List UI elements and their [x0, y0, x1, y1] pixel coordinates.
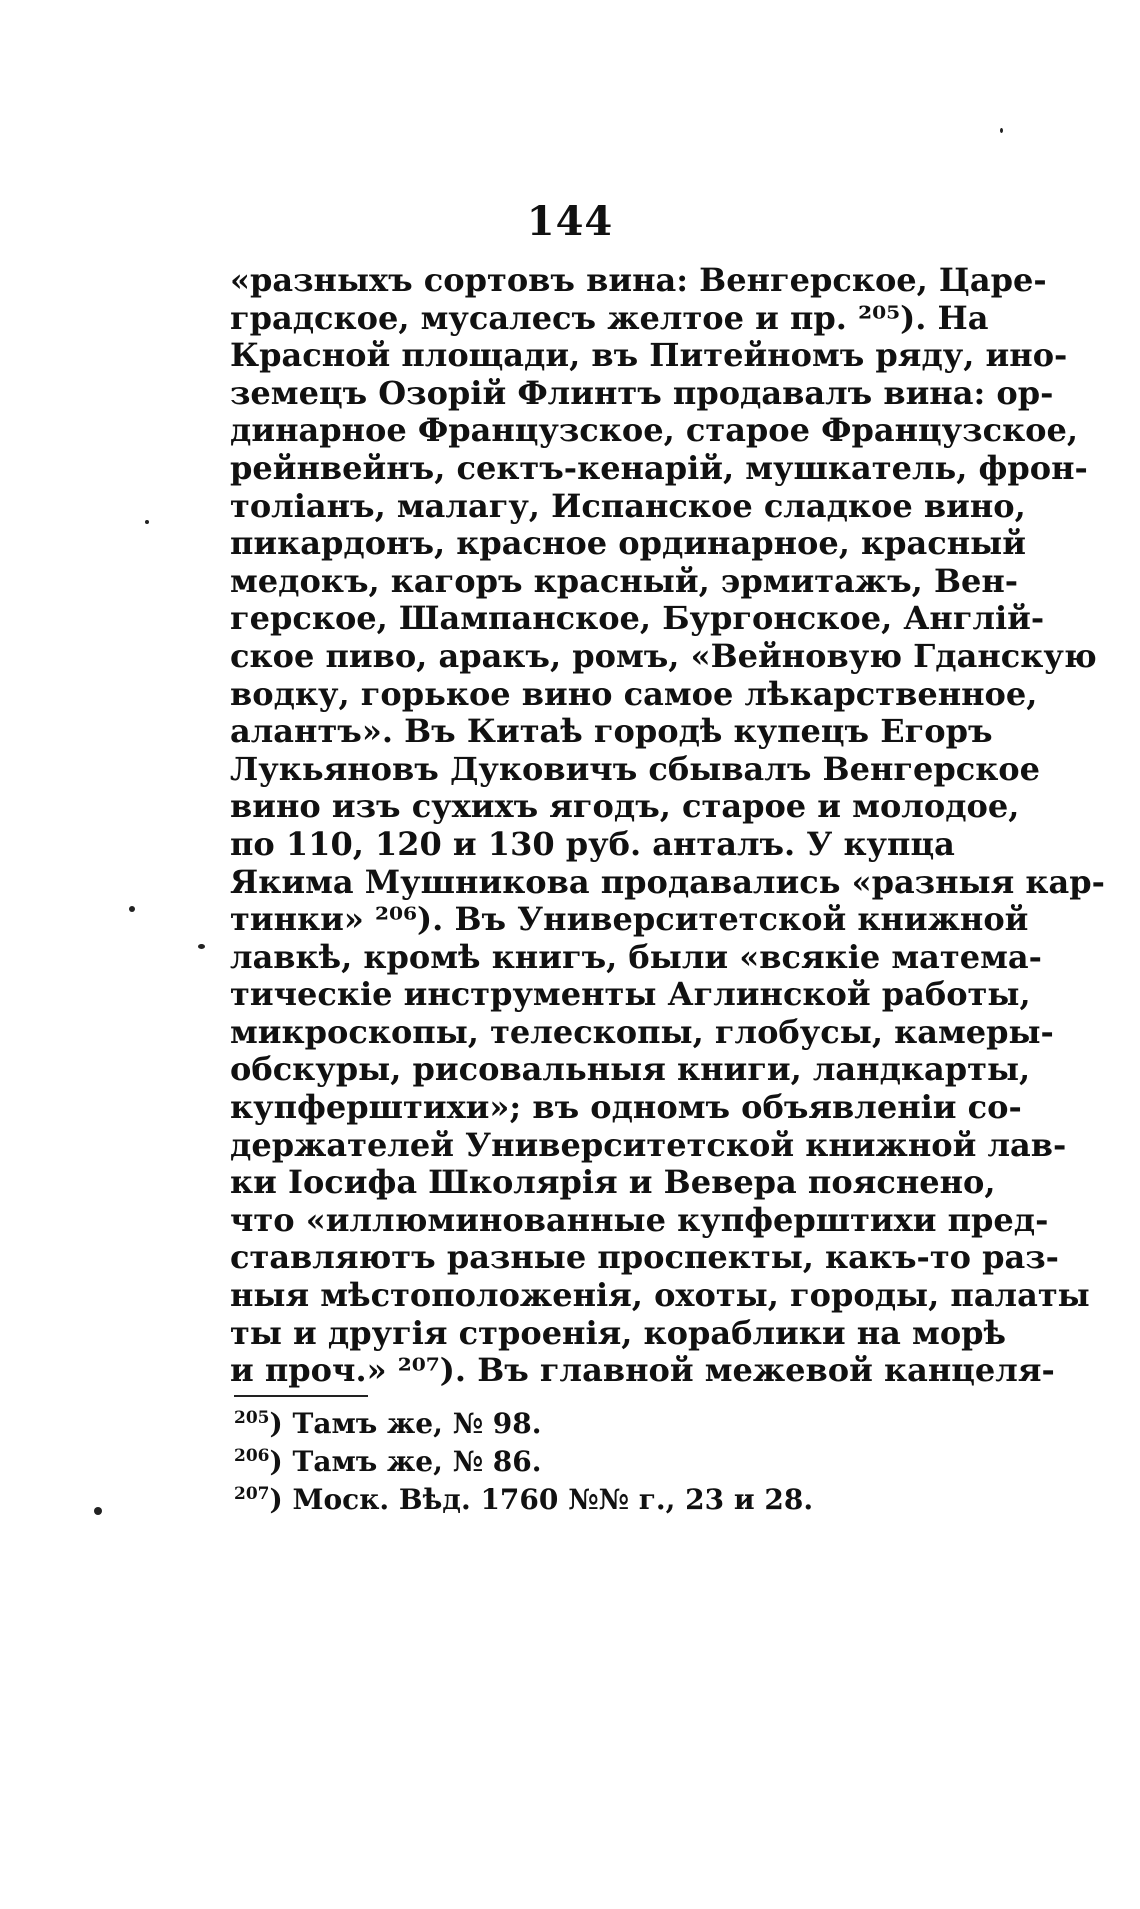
- text-line: и проч.» ²⁰⁷). Въ главной межевой канцеля-: [230, 1351, 1055, 1390]
- text-line: динарное Французское, старое Французское,: [230, 411, 1079, 450]
- text-line: рейнвейнъ, сектъ-кенарій, мушкатель, фрон-: [230, 448, 1088, 487]
- footnote-text: ) Тамъ же, № 98.: [269, 1407, 542, 1440]
- text-line: Красной площади, въ Питейномъ ряду, ино-: [230, 336, 1068, 375]
- text-line: ское пиво, аракъ, ромъ, «Вейновую Гданскую: [230, 636, 1097, 675]
- footnotes: [234, 1405, 934, 1519]
- text-line: Лукьяновъ Дуковичъ сбывалъ Венгерское: [230, 749, 1040, 788]
- footnote: [234, 1405, 934, 1443]
- text-line: ставляютъ разные проспекты, какъ-то раз-: [230, 1238, 1059, 1277]
- print-speck: [1000, 128, 1003, 133]
- text-line: ныя мѣстоположенія, охоты, городы, палаты: [230, 1276, 1090, 1315]
- text-line: держателей Университетской книжной лав-: [230, 1125, 1067, 1164]
- text-line: герское, Шампанское, Бургонское, Англій-: [230, 599, 1045, 638]
- text-line: купферштихи»; въ одномъ объявленіи со-: [230, 1088, 1022, 1127]
- footnote-text: ) Моск. Вѣд. 1760 №№ г., 23 и 28.: [269, 1483, 814, 1516]
- footnote-divider: [234, 1395, 368, 1397]
- text-line: пикардонъ, красное ординарное, красный: [230, 524, 1026, 563]
- text-line: тинки» ²⁰⁶). Въ Университетской книжной: [230, 900, 1029, 939]
- footnote: [234, 1481, 934, 1519]
- text-line: медокъ, кагоръ красный, эрмитажъ, Вен-: [230, 561, 1019, 600]
- print-speck: [94, 1507, 102, 1515]
- text-line: водку, горькое вино самое лѣкарственное,: [230, 674, 1038, 713]
- print-speck: [145, 520, 149, 524]
- text-line: алантъ». Въ Китаѣ городѣ купецъ Егоръ: [230, 712, 993, 751]
- text-line: микроскопы, телескопы, глобусы, камеры-: [230, 1012, 1054, 1051]
- text-line: вино изъ сухихъ ягодъ, старое и молодое,: [230, 787, 1020, 826]
- footnote: [234, 1443, 934, 1481]
- footnote-text: ) Тамъ же, № 86.: [269, 1445, 542, 1478]
- page-number: 144: [526, 198, 614, 245]
- text-line: что «иллюминованные купферштихи пред-: [230, 1200, 1049, 1239]
- print-speck: [129, 906, 135, 912]
- body-text: [230, 261, 1105, 1390]
- text-line: толіанъ, малагу, Испанское сладкое вино,: [230, 486, 1026, 525]
- text-line: обскуры, рисовальныя книги, ландкарты,: [230, 1050, 1031, 1089]
- footnote-mark: 205: [234, 1408, 270, 1428]
- text-line: «разныхъ сортовъ вина: Венгерское, Царе-: [230, 261, 1047, 299]
- text-line: по 110, 120 и 130 руб. анталъ. У купца: [230, 824, 955, 863]
- print-speck: [198, 944, 205, 949]
- text-line: ки Іосифа Школярія и Вевера пояснено,: [230, 1163, 996, 1202]
- text-line: градское, мусалесъ желтое и пр. ²⁰⁵). На: [230, 298, 989, 337]
- footnote-mark: 207: [234, 1484, 270, 1504]
- text-line: ты и другія строенія, кораблики на морѣ: [230, 1313, 1007, 1352]
- text-line: тическіе инструменты Аглинской работы,: [230, 975, 1031, 1014]
- text-line: лавкѣ, кромѣ книгъ, были «всякіе матема-: [230, 937, 1042, 976]
- text-line: земецъ Озорій Флинтъ продавалъ вина: ор-: [230, 373, 1054, 412]
- text-line: Якима Мушникова продавались «разныя кар-: [230, 862, 1105, 901]
- footnote-mark: 206: [234, 1446, 270, 1466]
